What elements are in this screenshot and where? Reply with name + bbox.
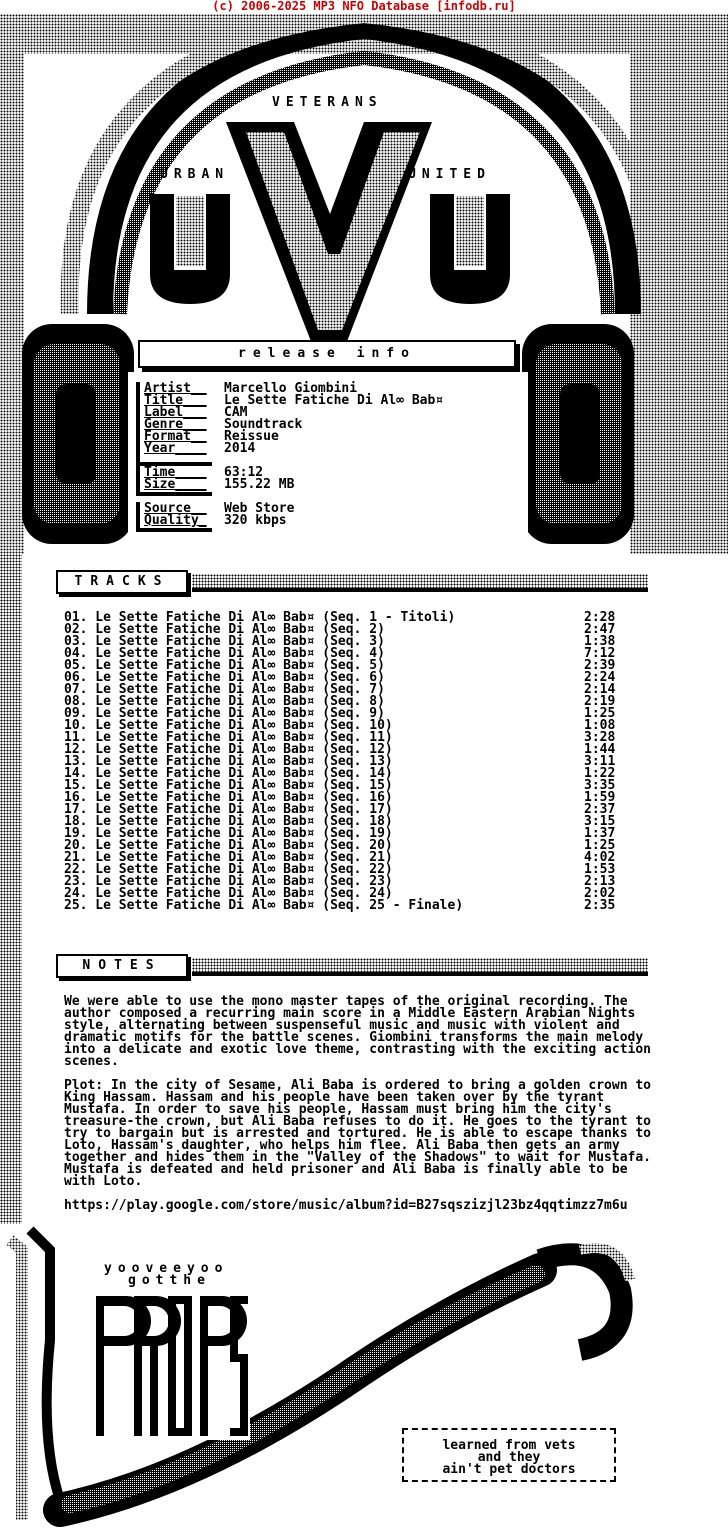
info-row-year: Year____ 2014 [144, 441, 256, 456]
track-duration: 1:25 [584, 706, 616, 721]
track-duration: 2:14 [584, 682, 616, 697]
track-title: 01. Le Sette Fatiche Di Al∞ Bab¤ (Seq. 1 - Titoli) [64, 610, 456, 625]
track-title: 05. Le Sette Fatiche Di Al∞ Bab¤ (Seq. 5) [64, 658, 385, 673]
time-value: 63:12 [224, 465, 264, 480]
copyright-banner[interactable]: (c) 2006-2025 MP3 NFO Database [infodb.ru] [212, 0, 516, 13]
track-duration: 2:13 [584, 874, 616, 889]
track-title: 21. Le Sette Fatiche Di Al∞ Bab¤ (Seq. 21) [64, 850, 393, 865]
slogan-line-3: ain't pet doctors [442, 1462, 576, 1477]
track-list [64, 612, 624, 912]
track-title: 14. Le Sette Fatiche Di Al∞ Bab¤ (Seq. 14) [64, 766, 393, 781]
track-title: 03. Le Sette Fatiche Di Al∞ Bab¤ (Seq. 3) [64, 634, 385, 649]
footer-tagline-2: gotthe [128, 1273, 211, 1288]
track-title: 25. Le Sette Fatiche Di Al∞ Bab¤ (Seq. 25 - Finale) [64, 898, 464, 913]
info-row-size: Size____ 155.22 MB [144, 477, 295, 492]
track-duration: 3:15 [584, 814, 616, 829]
track-duration: 2:47 [584, 622, 616, 637]
track-duration: 1:37 [584, 826, 616, 841]
info-row-quality: Quality_ 320 kbps [144, 513, 287, 528]
slogan-line-1: learned from vets [442, 1438, 576, 1453]
label-value: CAM [224, 405, 248, 420]
info-row-source: Source__ Web Store [144, 501, 295, 516]
track-duration: 3:11 [584, 754, 616, 769]
tracks-heading: TRACKS [56, 570, 188, 594]
track-duration: 3:35 [584, 778, 616, 793]
track-duration: 2:19 [584, 694, 616, 709]
info-row-time: Time____ 63:12 [144, 465, 264, 480]
track-title: 19. Le Sette Fatiche Di Al∞ Bab¤ (Seq. 19) [64, 826, 393, 841]
release-info-title: release info [138, 340, 516, 368]
info-row-title: Title___ Le Sette Fatiche Di Al∞ Bab¤ [144, 393, 444, 408]
track-title: 10. Le Sette Fatiche Di Al∞ Bab¤ (Seq. 10) [64, 718, 393, 733]
quality-value: 320 kbps [224, 513, 287, 528]
track-title: 16. Le Sette Fatiche Di Al∞ Bab¤ (Seq. 16) [64, 790, 393, 805]
source-value: Web Store [224, 501, 295, 516]
year-value: 2014 [224, 441, 256, 456]
info-row-artist: Artist__ Marcello Giombini [144, 381, 358, 396]
notes-section [64, 996, 664, 1224]
track-title: 17. Le Sette Fatiche Di Al∞ Bab¤ (Seq. 17) [64, 802, 393, 817]
track-duration: 1:59 [584, 790, 616, 805]
track-title: 20. Le Sette Fatiche Di Al∞ Bab¤ (Seq. 20) [64, 838, 393, 853]
notes-paragraph-2: Plot: In the city of Sesame, Ali Baba is ordered to bring a golden crown to King Hassam. Hassam and his people have been taken over by the tyrant Mustafa. In order to save his people, Hassam must bring him the city's treasure-the crown, but Ali Baba refuses to do it. He goes to the tyrant to try to bargain but is arrested and tortured. He is able to escape thanks to Loto, Hassam's daughter, who helps him flee. Ali Baba then gets an army together and hides them in the "Valley of the Shadows" to wait for Mustafa. Mustafa is defeated and held prisoner and Ali Baba is finally able to be with Loto. [64, 1078, 651, 1189]
store-link[interactable]: https://play.google.com/store/music/album?id=B27sqszizjl23bz4qqtimzz7m6u [64, 1198, 628, 1213]
notes-heading: NOTES [56, 954, 188, 978]
brand-united: UNITED [408, 167, 491, 182]
track-title: 12. Le Sette Fatiche Di Al∞ Bab¤ (Seq. 12) [64, 742, 393, 757]
info-row-genre: Genre___ Soundtrack [144, 417, 303, 432]
track-duration: 2:39 [584, 658, 616, 673]
left-dither-strip [0, 554, 22, 1224]
title-value: Le Sette Fatiche Di Al∞ Bab¤ [224, 393, 444, 408]
track-title: 18. Le Sette Fatiche Di Al∞ Bab¤ (Seq. 18) [64, 814, 393, 829]
track-duration: 2:28 [584, 610, 616, 625]
track-duration: 2:02 [584, 886, 616, 901]
format-value: Reissue [224, 429, 279, 444]
track-duration: 1:53 [584, 862, 616, 877]
brand-veterans: VETERANS [272, 95, 383, 110]
track-title: 06. Le Sette Fatiche Di Al∞ Bab¤ (Seq. 6) [64, 670, 385, 685]
release-info [136, 381, 444, 528]
track-title: 13. Le Sette Fatiche Di Al∞ Bab¤ (Seq. 13) [64, 754, 393, 769]
track-duration: 2:35 [584, 898, 616, 913]
track-duration: 4:02 [584, 850, 616, 865]
track-duration: 1:08 [584, 718, 616, 733]
notes-header-bar [192, 958, 648, 976]
track-title: 07. Le Sette Fatiche Di Al∞ Bab¤ (Seq. 7) [64, 682, 385, 697]
track-duration: 7:12 [584, 646, 616, 661]
track-title: 11. Le Sette Fatiche Di Al∞ Bab¤ (Seq. 11) [64, 730, 393, 745]
artist-value: Marcello Giombini [224, 381, 358, 396]
track-title: 08. Le Sette Fatiche Di Al∞ Bab¤ (Seq. 8) [64, 694, 385, 709]
notes-paragraph-1: We were able to use the mono master tapes of the original recording. The author composed a recurring main score in a Middle Eastern Arabian Nights style, alternating between suspenseful music and music with violent and dramatic motifs for the battle scenes. Giombini transforms the main melody into a delicate and exotic love theme, contrasting with the exciting action scenes. [64, 994, 651, 1069]
track-duration: 1:25 [584, 838, 616, 853]
footer-slogan-box [402, 1428, 616, 1482]
track-duration: 2:24 [584, 670, 616, 685]
track-duration: 3:28 [584, 730, 616, 745]
genre-value: Soundtrack [224, 417, 303, 432]
track-title: 23. Le Sette Fatiche Di Al∞ Bab¤ (Seq. 23) [64, 874, 393, 889]
track-title: 15. Le Sette Fatiche Di Al∞ Bab¤ (Seq. 15) [64, 778, 393, 793]
info-row-format: Format__ Reissue [144, 429, 279, 444]
size-value: 155.22 MB [224, 477, 295, 492]
track-duration: 2:37 [584, 802, 616, 817]
track-title: 22. Le Sette Fatiche Di Al∞ Bab¤ (Seq. 22) [64, 862, 393, 877]
tracks-header-bar [192, 574, 648, 592]
brand-urban: URBAN [160, 167, 230, 182]
slogan-line-2: and they [477, 1450, 541, 1465]
track-title: 04. Le Sette Fatiche Di Al∞ Bab¤ (Seq. 4) [64, 646, 385, 661]
track-duration: 1:44 [584, 742, 616, 757]
track-title: 02. Le Sette Fatiche Di Al∞ Bab¤ (Seq. 2) [64, 622, 385, 637]
track-row [64, 900, 624, 912]
footer-tagline-1: yooveeyoo [104, 1261, 229, 1276]
track-duration: 1:38 [584, 634, 616, 649]
track-duration: 1:22 [584, 766, 616, 781]
track-title: 09. Le Sette Fatiche Di Al∞ Bab¤ (Seq. 9) [64, 706, 385, 721]
track-title: 24. Le Sette Fatiche Di Al∞ Bab¤ (Seq. 24) [64, 886, 393, 901]
info-row-label: Label___ CAM [144, 405, 248, 420]
